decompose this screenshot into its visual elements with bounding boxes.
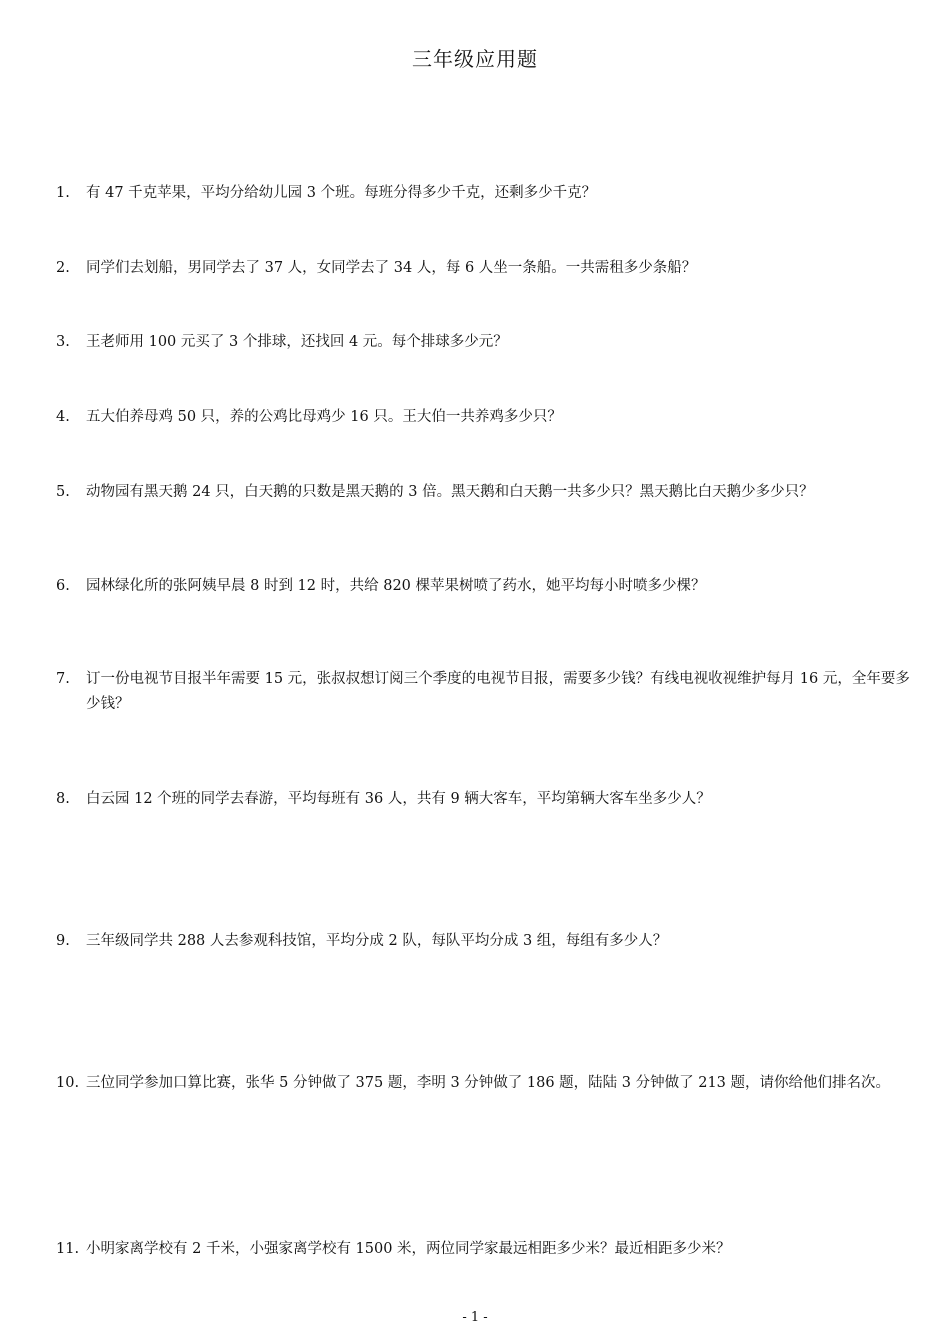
question-number: 1.	[56, 185, 70, 201]
question-text: 订一份电视节目报半年需要 15 元，张叔叔想订阅三个季度的电视节目报，需要多少钱？有线电视收视维护每月 16 元，全年要多少钱？	[86, 671, 910, 712]
question-text: 小明家离学校有 2 千米，小强家离学校有 1500 米，两位同学家最远相距多少米？最近相距多少米？	[86, 1241, 731, 1257]
question-number: 10.	[56, 1075, 80, 1091]
question-number: 2.	[56, 260, 70, 276]
question-9	[56, 929, 916, 954]
question-10	[56, 1071, 916, 1096]
question-4	[56, 405, 916, 430]
question-5	[56, 480, 916, 505]
question-text: 动物园有黑天鹅 24 只，白天鹅的只数是黑天鹅的 3 倍。黑天鹅和白天鹅一共多少只？黑天鹅比白天鹅少多少只？	[86, 484, 814, 500]
question-number: 8.	[56, 791, 70, 807]
question-11	[56, 1237, 916, 1262]
question-2	[56, 256, 916, 281]
question-3	[56, 330, 916, 355]
question-number: 7.	[56, 671, 70, 687]
page-title: 三年级应用题	[412, 47, 538, 71]
page-number: - 1 -	[462, 1310, 488, 1325]
question-7	[56, 667, 916, 717]
question-number: 6.	[56, 578, 70, 594]
question-text: 白云园 12 个班的同学去春游，平均每班有 36 人，共有 9 辆大客车，平均第辆大客车坐多少人？	[86, 791, 711, 807]
question-number: 3.	[56, 334, 70, 350]
question-8	[56, 787, 916, 812]
question-text: 五大伯养母鸡 50 只，养的公鸡比母鸡少 16 只。王大伯一共养鸡多少只？	[86, 409, 562, 425]
question-text: 三年级同学共 288 人去参观科技馆，平均分成 2 队，每队平均分成 3 组，每组有多少人？	[86, 933, 668, 949]
question-number: 4.	[56, 409, 70, 425]
question-6	[56, 574, 916, 599]
question-number: 11.	[56, 1241, 80, 1257]
question-text: 有 47 千克苹果，平均分给幼儿园 3 个班。每班分得多少千克，还剩多少千克？	[86, 185, 597, 201]
question-text: 园林绿化所的张阿姨早晨 8 时到 12 时，共给 820 棵苹果树喷了药水，她平均每小时喷多少棵？	[86, 578, 706, 594]
question-1	[56, 181, 916, 206]
question-text: 王老师用 100 元买了 3 个排球，还找回 4 元。每个排球多少元？	[86, 334, 508, 350]
question-number: 9.	[56, 933, 70, 949]
question-text: 三位同学参加口算比赛，张华 5 分钟做了 375 题，李明 3 分钟做了 186 题，陆陆 3 分钟做了 213 题，请你给他们排名次。	[86, 1075, 891, 1091]
question-number: 5.	[56, 484, 70, 500]
question-text: 同学们去划船，男同学去了 37 人，女同学去了 34 人，每 6 人坐一条船。一共需租多少条船？	[86, 260, 697, 276]
